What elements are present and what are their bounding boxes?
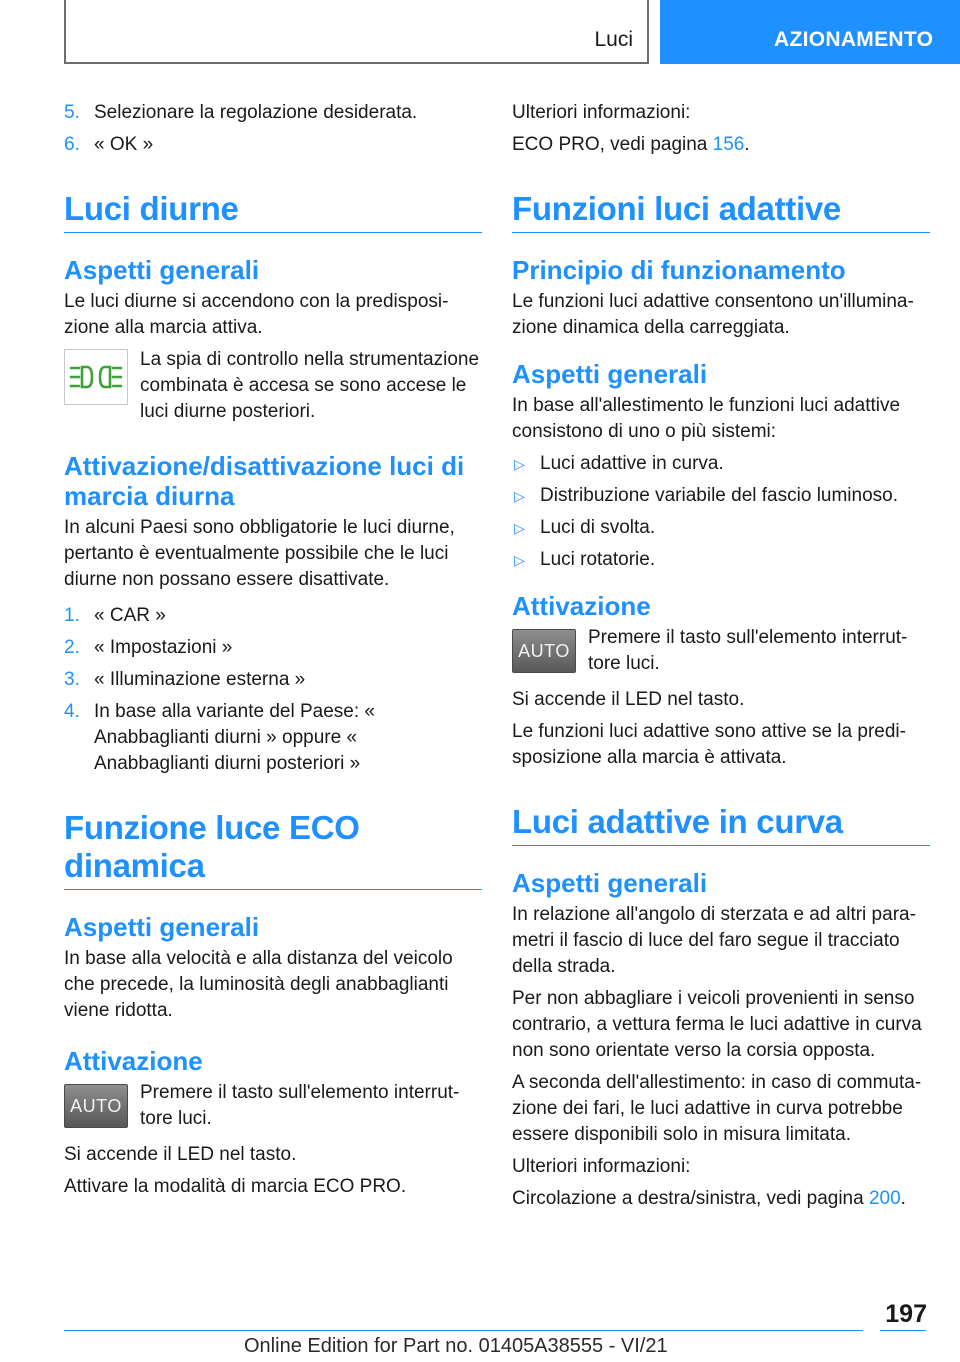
bullet-triangle-icon: ▷ [514, 456, 525, 472]
paragraph: A seconda dell'allestimento: in caso di commutazione dei fari, le luci adattive in curva potrebbe essere disponibili solo in misura limitata. [512, 1072, 922, 1145]
paragraph: Le luci diurne si accendono con la predisposizione alla marcia attiva. [64, 291, 449, 338]
paragraph: In alcuni Paesi sono obbligatorie le luci diurne, pertanto è eventualmente possibile che le luci diurne non possano essere disattivate. [64, 517, 455, 590]
paragraph: Ulteriori informazioni: [512, 102, 691, 123]
auto-button-icon: AUTO [64, 1084, 128, 1128]
paragraph: In base all'allestimento le funzioni luci adattive consistono di uno o più sistemi: [512, 395, 901, 442]
bullet-triangle-icon: ▷ [514, 488, 525, 504]
list-item: 3. « Illuminazione esterna » [64, 669, 306, 690]
steps-top [64, 100, 482, 158]
cross-reference: ECO PRO, vedi pagina 156. [512, 134, 750, 155]
section-heading-drl: Luci diurne [64, 190, 482, 233]
paragraph: Le funzioni luci adattive consentono un'illuminazione dinamica della carreggiata. [512, 291, 914, 338]
header-frame [64, 0, 649, 64]
right-column [512, 100, 930, 1218]
subheading-principle: Principio di funzionamento [512, 255, 846, 285]
indicator-row [64, 347, 482, 425]
left-column [64, 100, 482, 1206]
systems-list [512, 451, 930, 573]
section-heading-eco: Funzione luce ECO dinamica [64, 809, 482, 890]
paragraph: Per non abbagliare i veicoli provenienti in senso contrario, a vettura ferma le luci adattive in curva non sono orientate verso la corsia opposta. [512, 988, 922, 1061]
list-item: 6. « OK » [64, 134, 154, 155]
auto-button-icon: AUTO [512, 629, 576, 673]
list-item: 5. Selezionare la regolazione desiderata. [64, 102, 418, 123]
list-item: ▷ Luci rotatorie. [512, 547, 930, 573]
chapter-tab-label: AZIONAMENTO [774, 28, 934, 51]
bullet-triangle-icon: ▷ [514, 520, 525, 536]
indicator-text: La spia di controllo nella strumentazione combinata è accesa se sono accese le luci diurne posteriori. [140, 349, 480, 422]
paragraph: In relazione all'angolo di sterzata e ad altri parametri il fascio di luce del faro segue il tracciato della strada. [512, 904, 916, 977]
subheading-general: Aspetti generali [512, 868, 708, 898]
section-heading-curve: Luci adattive in curva [512, 803, 930, 846]
list-item: 2. « Impostazioni » [64, 637, 233, 658]
section-title: Luci [594, 28, 633, 51]
list-item: ▷ Distribuzione variabile del fascio luminoso. [512, 483, 930, 509]
list-item: 4. In base alla variante del Paese: « Anabbaglianti diurni » oppure « Anabbaglianti diurni posteriori » [64, 701, 375, 774]
auto-text: Premere il tasto sull'elemento interruttore luci. [140, 1082, 460, 1129]
page-link[interactable]: 200 [868, 1188, 901, 1209]
subheading-general: Aspetti generali [512, 359, 708, 389]
list-item: ▷ Luci adattive in curva. [512, 451, 930, 477]
steps-drl [64, 603, 482, 777]
edition-note: Online Edition for Part no. 01405A38555 - VI/21 [244, 1335, 668, 1357]
subheading-general: Aspetti generali [64, 255, 260, 285]
auto-row [64, 1080, 482, 1132]
daytime-running-lights-icon [64, 349, 128, 405]
list-item: 1. « CAR » [64, 605, 166, 626]
chapter-tab [660, 0, 960, 64]
bullet-triangle-icon: ▷ [514, 552, 525, 568]
auto-text: Premere il tasto sull'elemento interruttore luci. [588, 627, 908, 674]
page-number: 197 [885, 1300, 927, 1328]
footer-rule [880, 1330, 926, 1331]
subheading-general: Aspetti generali [64, 912, 260, 942]
page-link[interactable]: 156 [712, 134, 745, 155]
paragraph: Si accende il LED nel tasto. [512, 689, 745, 710]
paragraph: Ulteriori informazioni: [512, 1156, 691, 1177]
paragraph: Si accende il LED nel tasto. [64, 1144, 297, 1165]
paragraph: Attivare la modalità di marcia ECO PRO. [64, 1176, 407, 1197]
paragraph: In base alla velocità e alla distanza del veicolo che precede, la luminosità degli anabbaglianti viene ridotta. [64, 948, 453, 1021]
section-heading-adaptive: Funzioni luci adattive [512, 190, 930, 233]
paragraph: Le funzioni luci adattive sono attive se la predisposizione alla marcia è attivata. [512, 721, 906, 768]
subheading-activation: Attivazione [64, 1046, 203, 1076]
subheading-activation: Attivazione [512, 591, 651, 621]
list-item: ▷ Luci di svolta. [512, 515, 930, 541]
footer-rule [64, 1330, 863, 1331]
subheading-toggle: Attivazione/disattivazione luci di marcia diurna [64, 451, 465, 511]
cross-reference: Circolazione a destra/sinistra, vedi pagina 200. [512, 1188, 906, 1209]
auto-row [512, 625, 930, 677]
